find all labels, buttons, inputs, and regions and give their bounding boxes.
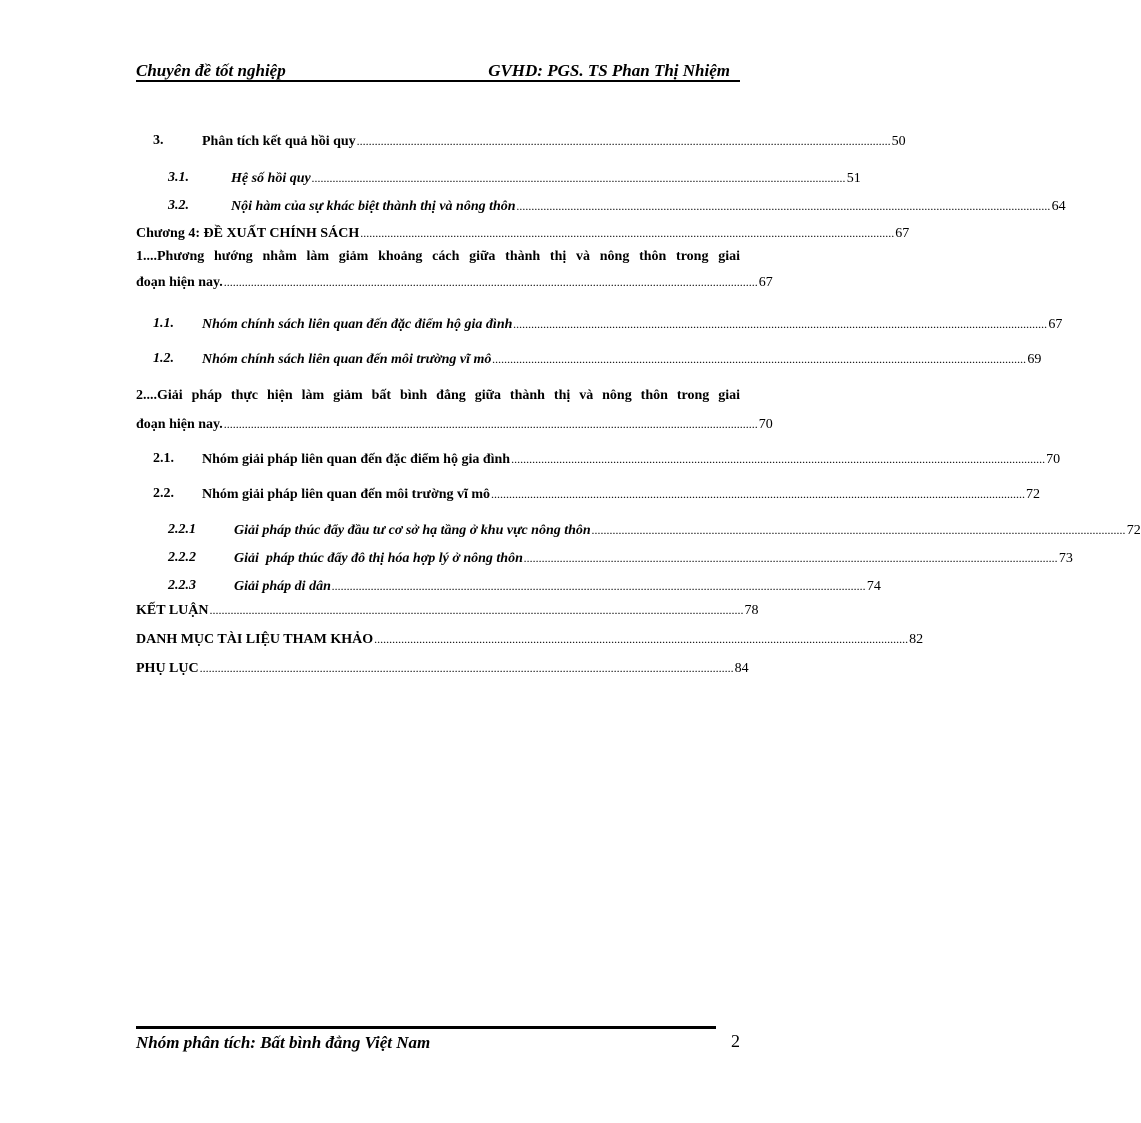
toc-entry-page: 70 (1046, 452, 1061, 467)
toc-entry-page: 74 (866, 579, 881, 594)
dot-leader: .................................................................................................................................................................................. (513, 317, 1048, 331)
toc-entry-page: 51 (846, 171, 861, 186)
toc-entry-2-2-2[interactable] (136, 547, 1073, 569)
dot-leader: .................................................................................................................................................................................. (360, 226, 895, 240)
toc-entry-3-2[interactable] (136, 195, 1066, 217)
toc-entry-2-2-3[interactable] (136, 575, 881, 597)
page-header (136, 56, 740, 82)
toc-entry-title-line2: đoạn hiện nay. (136, 417, 223, 432)
dot-leader: .................................................................................................................................................................................. (523, 551, 1058, 565)
toc-entry-title: Phân tích kết quả hồi quy (202, 134, 356, 149)
toc-entry-page: 67 (758, 275, 773, 290)
toc-entry-title: Hệ số hồi quy (231, 171, 311, 186)
toc-entry-page: 82 (909, 632, 924, 647)
toc-entry-title: Giải pháp thúc đẩy đầu tư cơ sở hạ tầng ở khu vực nông thôn (234, 523, 591, 538)
dot-leader: .................................................................................................................................................................................. (492, 352, 1027, 366)
toc-entry-title: Nội hàm của sự khác biệt thành thị và nông thôn (231, 199, 516, 214)
toc-entry-page: 69 (1027, 352, 1042, 367)
dot-leader: .................................................................................................................................................................................. (209, 603, 744, 617)
toc-entry-title: Chương 4: ĐỀ XUẤT CHÍNH SÁCH (136, 226, 360, 241)
toc-entry-title: PHỤ LỤC (136, 661, 199, 676)
toc-entry-title: Giải pháp thúc đẩy đô thị hóa hợp lý ở nông thôn (234, 551, 523, 566)
toc-entry-page: 84 (734, 661, 749, 676)
page-footer (136, 1026, 740, 1062)
toc-entry-3[interactable] (136, 130, 906, 152)
toc-entry-number: 3.2. (168, 198, 189, 213)
toc-entry-number: 3. (153, 133, 164, 148)
toc-entry-title: Nhóm giải pháp liên quan đến đặc điểm hộ gia đình (202, 452, 511, 467)
toc-entry-number: 2.2.1 (168, 522, 196, 537)
toc-entry-number: 2.2. (153, 486, 174, 501)
toc-entry-page: 67 (895, 226, 910, 241)
dot-leader: .................................................................................................................................................................................. (223, 417, 758, 431)
toc-entry-number: 2.1. (153, 451, 174, 466)
toc-entry-2-1[interactable] (136, 448, 1061, 470)
toc-entry-page: 73 (1058, 551, 1073, 566)
toc-entry-3-1[interactable] (136, 167, 861, 189)
header-right-text: GVHD: PGS. TS Phan Thị Nhiệm (488, 61, 730, 80)
dot-leader: .................................................................................................................................................................................. (516, 199, 1051, 213)
toc-entry-title: Nhóm giải pháp liên quan đến môi trường vĩ mô (202, 487, 491, 502)
header-rule (136, 80, 740, 82)
toc-entry-1-1[interactable] (136, 313, 1063, 335)
toc-entry-page: 67 (1048, 317, 1063, 332)
toc-entry-2-2-1[interactable] (136, 519, 1141, 541)
toc-entry-section-1[interactable] (136, 246, 773, 293)
toc-entry-title-line1: 1....Phương hướng nhằm làm giảm khoảng cách giữa thành thị và nông thôn trong giai (136, 249, 740, 264)
toc-entry-title: KẾT LUẬN (136, 603, 209, 618)
dot-leader: .................................................................................................................................................................................. (591, 523, 1126, 537)
dot-leader: .................................................................................................................................................................................. (356, 134, 891, 148)
footer-rule (136, 1026, 716, 1029)
dot-leader: .................................................................................................................................................................................. (491, 487, 1026, 501)
toc-entry-chapter-4[interactable] (136, 222, 910, 244)
dot-leader: .................................................................................................................................................................................. (223, 275, 758, 289)
toc-entry-title-line1: 2....Giải pháp thực hiện làm giảm bất bình đẳng giữa thành thị và nông thôn trong giai (136, 388, 740, 403)
toc-entry-title: Nhóm chính sách liên quan đến môi trường vĩ mô (202, 352, 492, 367)
toc-entry-number: 1.1. (153, 316, 174, 331)
toc-entry-ket-luan[interactable] (136, 599, 759, 621)
toc-entry-page: 72 (1126, 523, 1141, 538)
toc-entry-section-2[interactable] (136, 385, 773, 435)
toc-entry-page: 72 (1026, 487, 1041, 502)
toc-entry-page: 50 (891, 134, 906, 149)
toc-entry-2-2[interactable] (136, 483, 1041, 505)
dot-leader: .................................................................................................................................................................................. (331, 579, 866, 593)
footer-left-text: Nhóm phân tích: Bất bình đẳng Việt Nam (136, 1033, 431, 1052)
toc-entry-references[interactable] (136, 628, 924, 650)
toc-entry-page: 70 (758, 417, 773, 432)
dot-leader: .................................................................................................................................................................................. (511, 452, 1046, 466)
toc-entry-title: Giải pháp di dân (234, 579, 331, 594)
toc-entry-page: 64 (1051, 199, 1066, 214)
toc-entry-appendix[interactable] (136, 657, 749, 679)
toc-entry-number: 1.2. (153, 351, 174, 366)
toc-entry-title: Nhóm chính sách liên quan đến đặc điểm hộ gia đình (202, 317, 513, 332)
toc-entry-number: 3.1. (168, 170, 189, 185)
dot-leader: .................................................................................................................................................................................. (199, 661, 734, 675)
toc-entry-page: 78 (744, 603, 759, 618)
toc-entry-title: DANH MỤC TÀI LIỆU THAM KHẢO (136, 632, 374, 647)
header-left-text: Chuyên đề tốt nghiệp (136, 61, 286, 80)
toc-entry-title-line2: đoạn hiện nay. (136, 275, 223, 290)
toc-entry-number: 2.2.3 (168, 578, 196, 593)
toc-entry-1-2[interactable] (136, 348, 1042, 370)
toc-entry-number: 2.2.2 (168, 550, 196, 565)
page-number: 2 (731, 1031, 740, 1051)
dot-leader: .................................................................................................................................................................................. (374, 632, 909, 646)
dot-leader: .................................................................................................................................................................................. (311, 171, 846, 185)
